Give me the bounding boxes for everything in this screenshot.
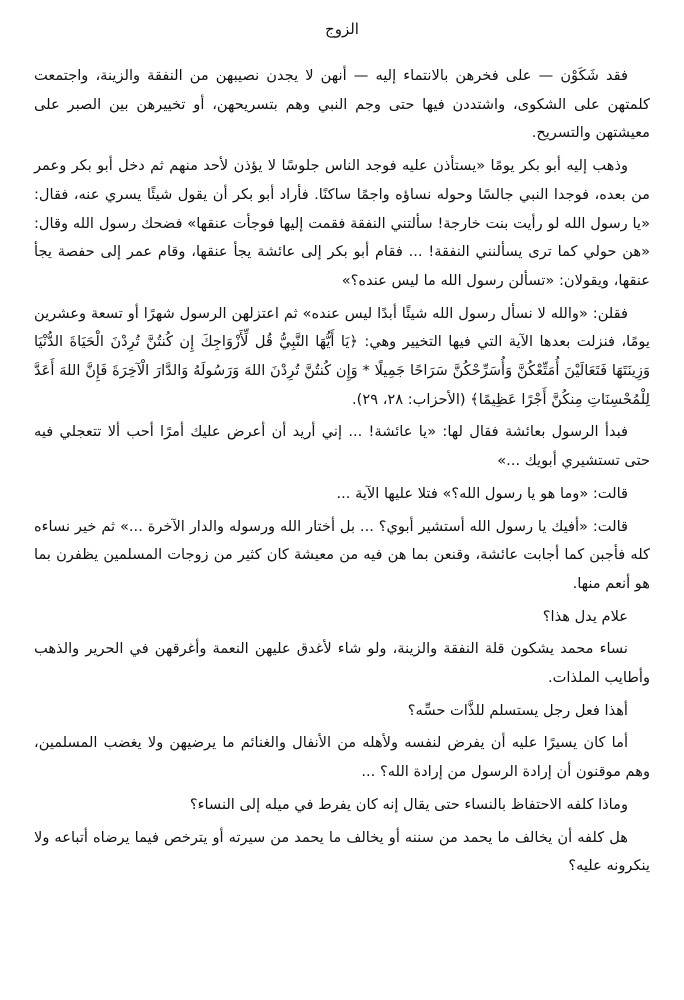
paragraph: وذهب إليه أبو بكر يومًا «يستأذن عليه فوجد الناس جلوسًا لا يؤذن لأحد منهم ثم دخل أبو بكر وعمر من بعده، فوجدا النبي جالسًا وحوله نساؤه واجمًا ساكنًا. فأراد أبو بكر أن يقول شيئًا يسري عنه، فقال: «يا رسول الله لو رأيت بنت خارجة! سألتني النفقة فقمت إليها فوجأت عنقها» فضحك رسول الله وقال: «هن حولي كما ترى يسألنني النفقة! ... فقام أبو بكر إلى عائشة يجأ عنقها، وقام عمر إلى حفصة يجأ عنقها، ويقولان: «تسألن رسول الله ما ليس عنده؟» <box>34 157 650 289</box>
running-head-title: الزوج <box>325 20 359 38</box>
paragraph: علام يدل هذا؟ <box>542 607 628 625</box>
paragraph: أهذا فعل رجل يستسلم للذَّات حسِّه؟ <box>407 701 628 719</box>
paragraph: قالت: «وما هو يا رسول الله؟» فتلا عليها الآية ... <box>336 484 628 502</box>
paragraph: فبدأ الرسول بعائشة فقال لها: «يا عائشة! ... إني أريد أن أعرض عليك أمرًا أحب ألا تتعجلي فيه حتى تستشيري أبويك ...» <box>34 423 650 470</box>
paragraph: قالت: «أفيك يا رسول الله أستشير أبوي؟ ... بل أختار الله ورسوله والدار الآخرة ...» ثم خير نساءه كله فأجبن كما أجابت عائشة، وقنعن بما هن فيه من معيشة كان كثير من زوجات المسلمين يظفرن بما هو أنعم منها. <box>34 517 650 592</box>
page-body <box>34 62 650 881</box>
paragraph: هل كلفه أن يخالف ما يحمد من سننه أو يخالف ما يحمد من سيرته أو يترخص فيما يرضاه أتباعه ولا ينكرونه عليه؟ <box>34 828 650 875</box>
paragraph: أما كان يسيرًا عليه أن يفرض لنفسه ولأهله من الأنفال والغنائم ما يرضيهن ولا يغضب المسلمين، وهم موقنون أن إرادة الرسول من إرادة الله؟ ... <box>34 734 650 781</box>
paragraph: نساء محمد يشكون قلة النفقة والزينة، ولو شاء لأغدق عليهن النعمة وأغرقهن في الحرير والذهب وأطايب الملذات. <box>34 640 650 687</box>
paragraph: فقلن: «والله لا نسأل رسول الله شيئًا أبدًا ليس عنده» ثم اعتزلهن الرسول شهرًا أو تسعة وعشرين يومًا، فنزلت بعدها الآية التي فيها التخيير وهي: ﴿يَا أَيُّهَا النَّبِيُّ قُل لِّأَزْوَاجِكَ إِن كُنتُنَّ تُرِدْنَ الْحَيَاةَ الدُّنْيَا وَزِينَتَهَا فَتَعَالَيْنَ أُمَتِّعْكُنَّ وَأُسَرِّحْكُنَّ سَرَاحًا جَمِيلًا * وَإِن كُنتُنَّ تُرِدْنَ اللهَ وَرَسُولَهُ وَالدَّارَ الْآخِرَةَ فَإِنَّ اللهَ أَعَدَّ لِلْمُحْسِنَاتِ مِنكُنَّ أَجْرًا عَظِيمًا﴾ (الأحزاب: ٢٨، ٢٩). <box>34 304 650 408</box>
paragraph: فقد شَكَوْن — على فخرهن بالانتماء إليه — أنهن لا يجدن نصيبهن من النفقة والزينة، واجتمعت كلمتهن على الشكوى، واشتددن فيها حتى وجم النبي وهم بتسريحهن، أو تخييرهن بين الصبر على معيشتهن والتسريح. <box>34 67 650 142</box>
paragraph: وماذا كلفه الاحتفاظ بالنساء حتى يقال إنه كان يفرط في ميله إلى النساء؟ <box>189 795 628 813</box>
